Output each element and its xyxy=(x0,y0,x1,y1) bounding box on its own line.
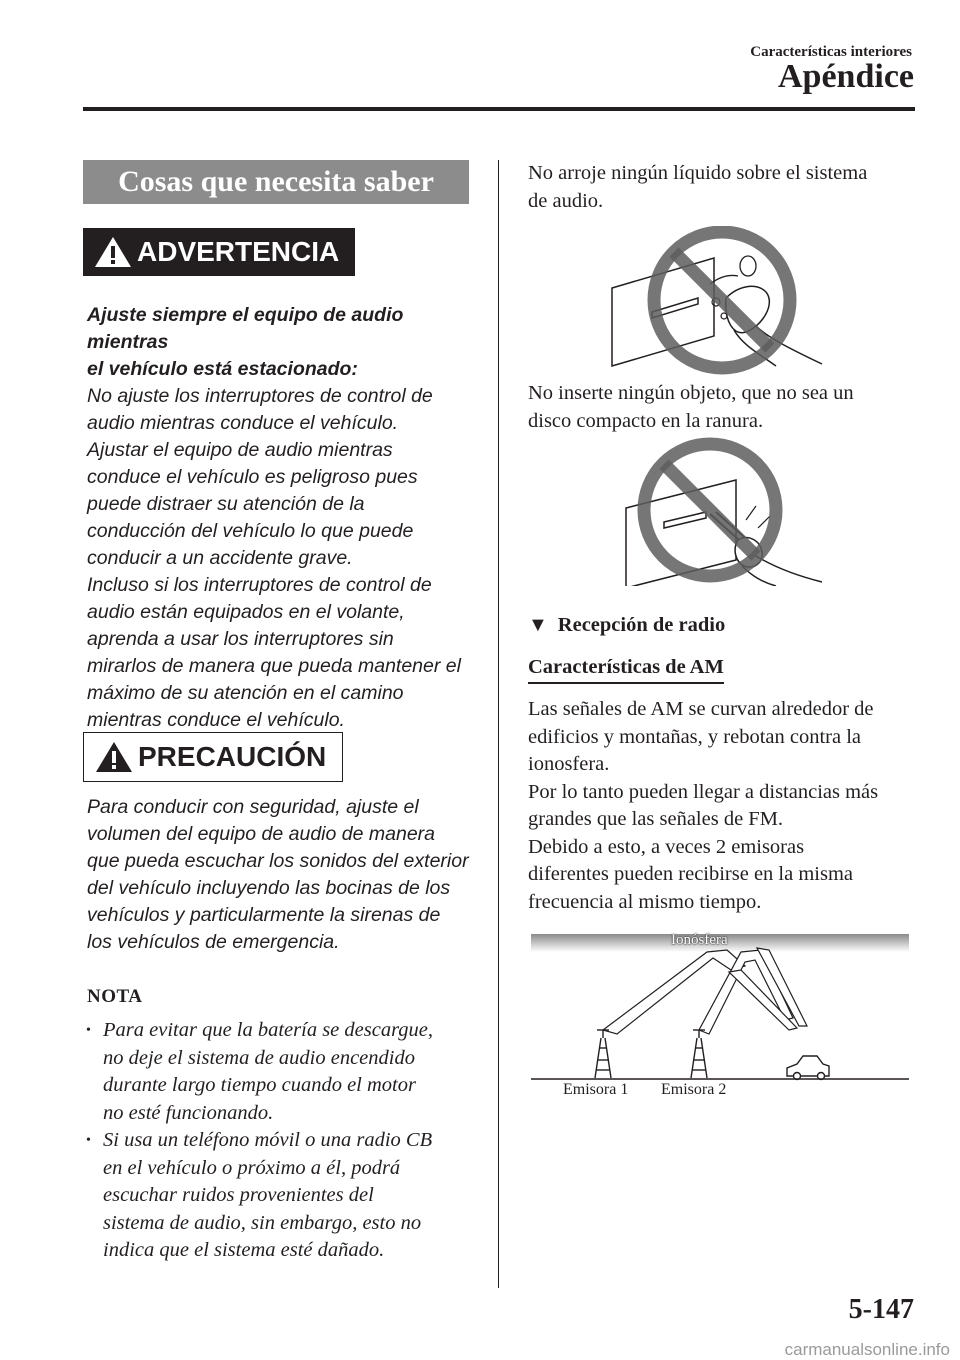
ionosphere-label: Ionósfera xyxy=(671,932,728,948)
warning-body-line: mientras conduce el vehículo. xyxy=(87,709,345,731)
triangle-down-icon: ▼ xyxy=(528,614,548,636)
am-paragraph xyxy=(528,696,928,916)
caution-triangle-icon xyxy=(94,740,134,774)
am-line: edificios y montañas, y rebotan contra la xyxy=(528,725,862,748)
note-line: no esté funcionando. xyxy=(103,1101,274,1124)
caution-body-line: volumen del equipo de audio de manera xyxy=(87,823,436,845)
caution-body-line: Para conducir con seguridad, ajuste el xyxy=(87,796,419,818)
am-line: Debido a esto, a veces 2 emisoras xyxy=(528,835,805,858)
am-line: Por lo tanto pueden llegar a distancias más xyxy=(528,780,879,803)
warning-heading-line: el vehículo está estacionado: xyxy=(87,358,358,380)
warning-heading xyxy=(87,302,487,383)
page-number: 5-147 xyxy=(848,1294,914,1325)
caution-label: PRECAUCIÓN xyxy=(138,741,327,772)
insert-paragraph xyxy=(528,380,928,435)
note-bullet xyxy=(82,1017,482,1127)
section-title: Cosas que necesita saber xyxy=(83,160,469,204)
warning-body-line: máximo de su atención en el camino xyxy=(87,682,404,704)
am-line: ionosfera. xyxy=(528,753,610,775)
caution-banner xyxy=(83,732,343,782)
station-2-tower-icon xyxy=(691,1030,707,1078)
warning-banner xyxy=(83,228,355,276)
car-icon xyxy=(787,1056,829,1080)
note-line: durante largo tiempo cuando el motor xyxy=(103,1074,416,1096)
am-propagation-diagram xyxy=(531,930,909,1110)
am-line: grandes que las señales de FM. xyxy=(528,808,784,830)
no-object-illustration xyxy=(606,436,838,586)
am-line: frecuencia al mismo tiempo. xyxy=(528,890,762,913)
note-line: • Si usa un teléfono móvil o una radio CB xyxy=(103,1129,433,1151)
warning-body-line: puede distraer su atención de la xyxy=(87,493,365,515)
warning-body xyxy=(87,383,487,734)
warning-heading-line: Ajuste siempre el equipo de audio mientras xyxy=(87,304,404,353)
caution-body-line: vehículos y particularmente la sirenas de xyxy=(87,904,441,926)
paragraph-line: No arroje ningún líquido sobre el sistema xyxy=(528,162,868,184)
subsection-title: Recepción de radio xyxy=(557,614,726,636)
caution-body-line: del vehículo incluyendo las bocinas de los xyxy=(87,877,451,899)
station-1-label: Emisora 1 xyxy=(563,1081,629,1098)
no-liquid-illustration xyxy=(606,226,838,378)
warning-body-line: audio están equipados en el volante, xyxy=(87,601,405,623)
note-line: escuchar ruidos provenientes del xyxy=(103,1184,374,1206)
paragraph-line: No inserte ningún objeto, que no sea un xyxy=(528,382,854,404)
column-divider xyxy=(498,160,499,1288)
warning-body-line: No ajuste los interruptores de control de xyxy=(87,385,433,407)
running-header-chapter: Apéndice xyxy=(778,58,914,95)
warning-body-line: aprenda a usar los interruptores sin xyxy=(87,628,394,650)
paragraph-line: disco compacto en la ranura. xyxy=(528,409,764,432)
warning-body-line: conducción del vehículo lo que puede xyxy=(87,520,414,542)
note-bullet xyxy=(82,1127,482,1265)
warning-label: ADVERTENCIA xyxy=(137,236,340,267)
warning-text xyxy=(87,302,487,734)
liquid-paragraph xyxy=(528,160,928,215)
note-line: indica que el sistema esté dañado. xyxy=(103,1239,385,1261)
note-line: sistema de audio, sin embargo, esto no xyxy=(103,1211,422,1234)
am-heading: Características de AM xyxy=(528,656,724,684)
warning-triangle-icon xyxy=(93,235,133,269)
station-1-tower-icon xyxy=(595,1030,611,1078)
warning-body-line: Incluso si los interruptores de control de xyxy=(87,574,432,596)
am-line: Las señales de AM se curvan alrededor de xyxy=(528,698,874,720)
am-line: diferentes pueden recibirse en la misma xyxy=(528,863,854,885)
note-line: en el vehículo o próximo a él, podrá xyxy=(103,1156,401,1179)
caution-body-line: los vehículos de emergencia. xyxy=(87,931,340,953)
note-line: no deje el sistema de audio encendido xyxy=(103,1046,415,1069)
note-label: NOTA xyxy=(87,986,143,1007)
warning-body-line: conduce el vehículo es peligroso pues xyxy=(87,466,418,488)
warning-body-line: conducir a un accidente grave. xyxy=(87,547,353,569)
caution-text xyxy=(87,794,487,956)
radio-subsection-heading xyxy=(528,614,725,637)
note-line: • Para evitar que la batería se descargue, xyxy=(103,1019,434,1041)
warning-body-line: mirarlos de manera que pueda mantener el xyxy=(87,655,461,677)
watermark: carmanualsonline.info xyxy=(784,1340,950,1359)
paragraph-line: de audio. xyxy=(528,189,604,212)
caution-body-line: que pueda escuchar los sonidos del exterior xyxy=(87,850,469,872)
station-2-label: Emisora 2 xyxy=(661,1081,727,1098)
warning-body-line: Ajustar el equipo de audio mientras xyxy=(87,439,393,461)
note-list xyxy=(82,1017,482,1265)
running-header-section: Características interiores xyxy=(750,44,912,60)
header-rule xyxy=(83,107,915,111)
warning-body-line: audio mientras conduce el vehículo. xyxy=(87,412,399,434)
